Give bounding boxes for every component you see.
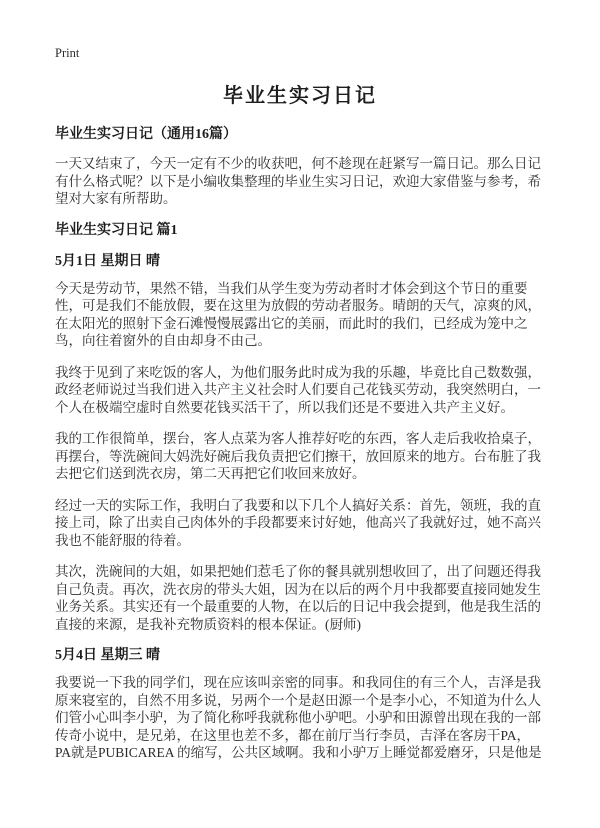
entry1-paragraph-3: 我的工作很简单，摆台，客人点菜为客人推荐好吃的东西，客人走后我收拾桌子，再摆台，等洗碗间大妈洗好碗后我负责把它们擦干，放回原来的地方。台布脏了我去把它们送到洗衣房，第二天再把它们收回来放好。	[55, 431, 541, 481]
document-title: 毕业生实习日记	[223, 85, 377, 107]
entry2-date-heading: 5月4日 星期三 晴	[55, 648, 160, 663]
entry1-date-heading: 5月1日 星期日 晴	[55, 253, 160, 269]
entry1-paragraph-4: 经过一天的实际工作，我明白了我要和以下几个人搞好关系：首先，领班，我的直接上司，除了出卖自己肉体外的手段都要来讨好她，他高兴了我就好过，她不高兴我也不能舒服的待着。	[55, 497, 541, 548]
entry2-paragraph-1: 我要说一下我的同学们，现在应该叫亲密的同事。和我同住的有三个人，吉泽是我原来寝室的，自然不用多说，另两个一个是赵田源一个是李小心，不知道为什么人们管小心叫李小驴，为了简化称呼我就称他小驴吧。小驴和田源曾出现在我的一部传奇小说中，是兄弟，在这里也差不多，都在前厅当行李员，吉泽在客房干PA，PA就是PUBICAREA 的缩写，公共区域啊。我和小驴万上睡觉都爱磨牙，只是他是	[55, 675, 542, 760]
document-subtitle: 毕业生实习日记（通用16篇）	[55, 127, 237, 142]
print-link[interactable]: Print	[55, 46, 80, 60]
section-heading-part1: 毕业生实习日记 篇1	[55, 222, 178, 238]
entry1-paragraph-2: 我终于见到了来吃饭的客人，为他们服务此时成为我的乐趣，毕竟比自己数数强，政经老师说过当我们进入共产主义社会时人们要自己花钱买劳动，我突然明白，一个人在极端空虚时自然要花钱买活干了，所以我们还是不要进入共产主义好。	[55, 364, 541, 415]
entry1-paragraph-1: 今天是劳动节，果然不错，当我们从学生变为劳动者时才体会到这个节日的重要性，可是我们不能放假，要在这里为放假的劳动者服务。晴朗的天气，凉爽的风，在太阳光的照射下金石滩慢慢展露出它的美丽，而此时的我们，已经成为笼中之鸟，向往着窗外的自由却身不由己。	[55, 280, 541, 348]
intro-paragraph: 一天又结束了，今天一定有不少的收获吧，何不趁现在赶紧写一篇日记。那么日记有什么格式呢？以下是小编收集整理的毕业生实习日记，欢迎大家借鉴与参考，希望对大家有所帮助。	[55, 156, 541, 206]
entry1-paragraph-5: 其次，洗碗间的大姐，如果把她们惹毛了你的餐具就别想收回了，出了问题还得我自己负责。再次，洗衣房的带头大姐，因为在以后的两个月中我都要直接同她发生业务关系。其实还有一个最重要的人物，在以后的日记中我会提到，他是我生活的直接的来源，是我补充物质资料的根本保证。(厨师)	[55, 564, 541, 632]
